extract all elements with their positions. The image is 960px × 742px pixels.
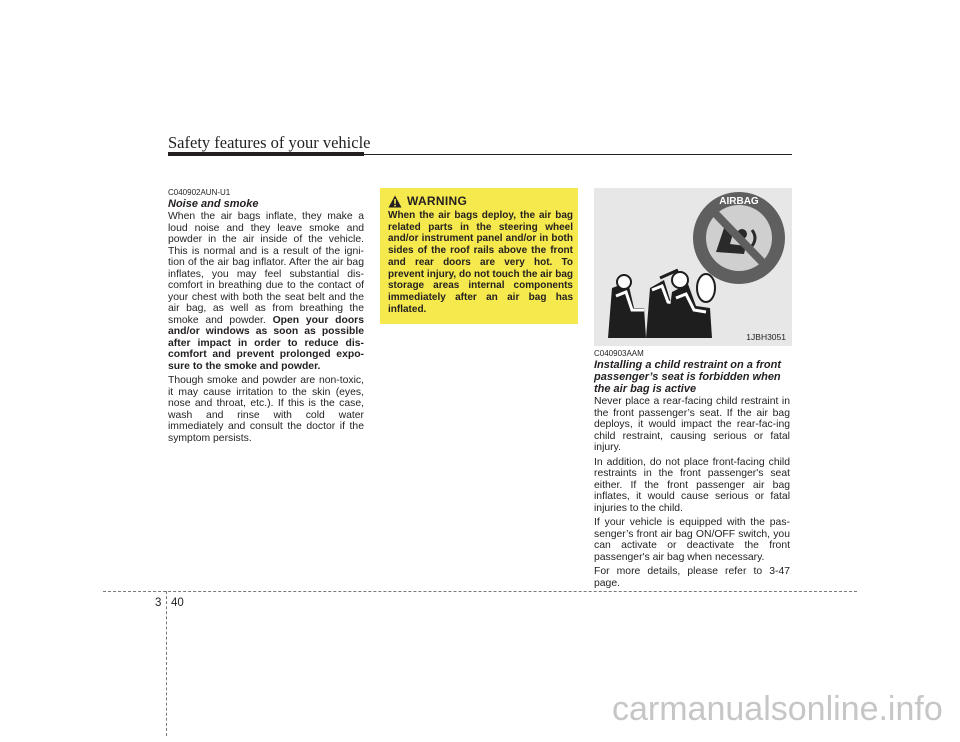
airbag-illustration xyxy=(594,188,792,346)
paragraph: If your vehicle is equipped with the pas-senger’s front air bag ON/OFF switch, you can activate or deactivate the front passenger's air bag when necessary. xyxy=(594,517,790,563)
section-subhead: Noise and smoke xyxy=(168,198,259,210)
warning-triangle-icon xyxy=(388,195,402,208)
header-rule-thin xyxy=(364,154,792,155)
warning-box xyxy=(380,188,578,324)
paragraph xyxy=(168,211,364,372)
section-number: 3 xyxy=(155,597,162,609)
header-rule-thick xyxy=(168,152,364,156)
section-code: C040902AUN-U1 xyxy=(168,188,231,197)
airbag-label: AIRBAG xyxy=(719,196,759,207)
paragraph-bold-text: Open your doors and/or windows as soon as possible after impact in order to reduce dis-comfort and prevent prolonged expo-sure to the smoke and powder. xyxy=(168,314,364,372)
child-seat-airbag-icon xyxy=(594,188,792,346)
page-number: 40 xyxy=(171,597,184,609)
footer-divider xyxy=(103,591,857,592)
paragraph: Though smoke and powder are non-toxic, it may cause irritation to the skin (eyes, nose and throat, etc.). If this is the case, wash and rinse with cold water immediately and consult the doctor if the symptom persists. xyxy=(168,375,364,444)
footer-vertical-divider xyxy=(166,591,167,736)
paragraph: In addition, do not place front-facing child restraints in the front passenger's seat either. If the front passenger air bag inflates, it would cause serious or fatal injuries to the child. xyxy=(594,456,790,514)
warning-text: When the air bags deploy, the air bag related parts in the steering wheel and/or instrument panel and/or in both sides of the roof rails above the front and rear doors are very hot. To prevent injury, do not touch the air bag storage areas internal components immediately after an air bag has inflated. xyxy=(388,210,573,315)
warning-header xyxy=(388,194,573,208)
warning-title: WARNING xyxy=(407,194,468,208)
section-code: C040903AAM xyxy=(594,349,644,358)
paragraph: For more details, please refer to 3-47 page. xyxy=(594,566,790,589)
right-column xyxy=(594,349,790,592)
page-header-title: Safety features of your vehicle xyxy=(168,133,371,152)
figure-code: 1JBH3051 xyxy=(746,332,786,342)
paragraph: Never place a rear-facing child restraint in the front passenger’s seat. If the air bag deploys, it would impact the rear-fac-ing child restraint, causing serious or fatal injury. xyxy=(594,396,790,453)
paragraph-text: When the air bags inflate, they make a loud noise and they leave smoke and powder in the air inside of the vehicle. This is normal and is a result of the igni-tion of the air bag inflator. After the air bag inflates, you may feel substantial dis-comfort in breathing due to the contact of your chest with both the seat belt and the air bag, as well as from breathing the smoke and powder. xyxy=(168,211,364,326)
section-subhead: Installing a child restraint on a front passenger’s seat is forbidden when the air bag is active xyxy=(594,359,782,395)
watermark: carmanualsonline.info xyxy=(612,690,943,728)
left-column xyxy=(168,188,364,447)
